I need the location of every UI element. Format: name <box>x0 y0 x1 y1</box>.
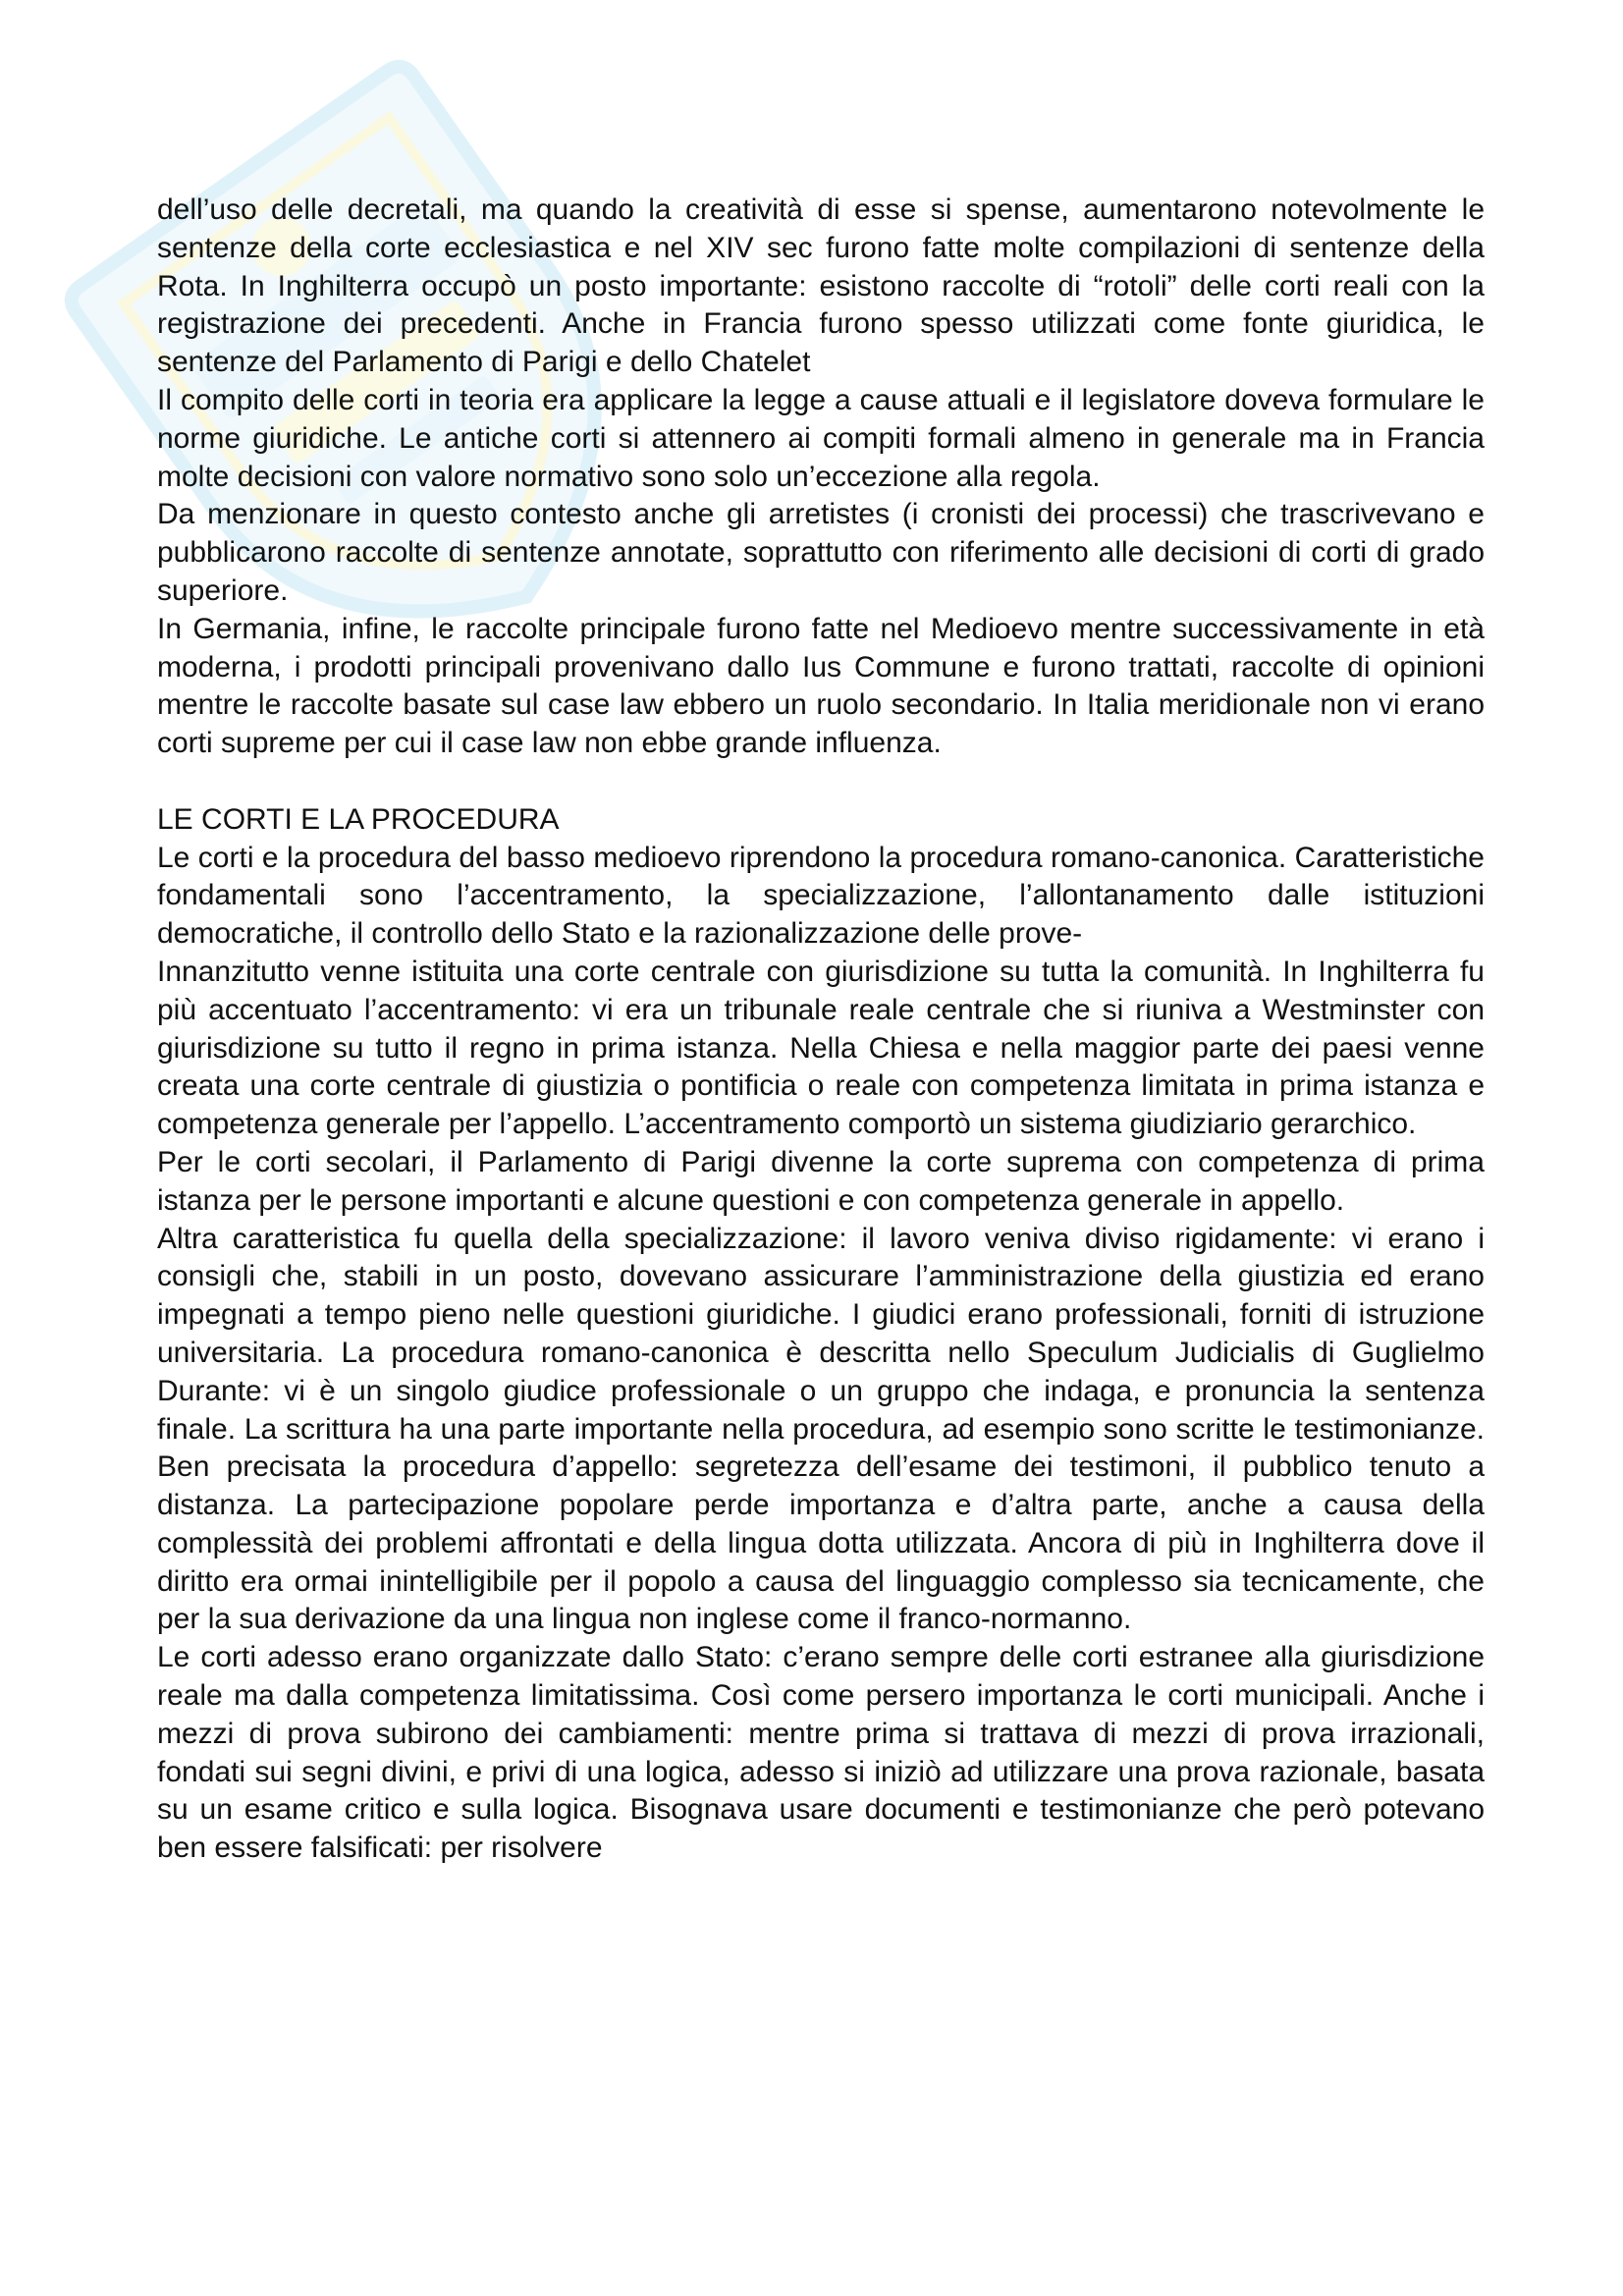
paragraph-specializzazione: Altra caratteristica fu quella della specializzazione: il lavoro veniva diviso rigidamente: vi erano i consigli che, stabili in un posto, dovevano assicurare l’amministrazione della giustizia ed erano impegnati a tempo pieno nelle questioni giuridiche. I giudici erano professionali, forniti di istruzione universitaria. La procedura romano-canonica è descritta nello Speculum Judicialis di Guglielmo Durante: vi è un singolo giudice professionale o un gruppo che indaga, e pronuncia la sentenza finale. La scrittura ha una parte importante nella procedura, ad esempio sono scritte le testimonianze. Ben precisata la procedura d’appello: segretezza dell’esame dei testimoni, il pubblico tenuto a distanza. La partecipazione popolare perde importanza e d’altra parte, anche a causa della complessità dei problemi affrontati e della lingua dotta utilizzata. Ancora di più in Inghilterra dove il diritto era ormai inintelligibile per il popolo a causa del linguaggio complesso sia tecnicamente, che per la sua derivazione da una lingua non inglese come il franco-normanno. <box>157 1222 1485 1636</box>
section-heading: LE CORTI E LA PROCEDURA <box>157 802 560 836</box>
paragraph-corti-secolari: Per le corti secolari, il Parlamento di Parigi divenne la corte suprema con competenza di prima istanza per le persone importanti e alcune questioni e con competenza generale in appello. <box>157 1145 1485 1217</box>
paragraph-procedura-intro: Le corti e la procedura del basso medioevo riprendono la procedura romano-canonica. Caratteristiche fondamentali sono l’accentramento, la specializzazione, l’allontanamento dalle istituzioni democratiche, il controllo dello Stato e la razionalizzazione delle prove- <box>157 841 1485 951</box>
document-page <box>157 191 1485 1868</box>
paragraph-arretistes: Da menzionare in questo contesto anche gli arretistes (i cronisti dei processi) che trascrivevano e pubblicarono raccolte di sentenze annotate, soprattutto con riferimento alle decisioni di corti di grado superiore. <box>157 498 1485 607</box>
paragraph-decretali: dell’uso delle decretali, ma quando la creatività di esse si spense, aumentarono notevolmente le sentenze della corte ecclesiastica e nel XIV sec furono fatte molte compilazioni di sentenze della Rota. In Inghilterra occupò un posto importante: esistono raccolte di “rotoli” delle corti reali con la registrazione dei precedenti. Anche in Francia furono spesso utilizzati come fonte giuridica, le sentenze del Parlamento di Parigi e dello Chatelet <box>157 193 1485 379</box>
paragraph-accentramento: Innanzitutto venne istituita una corte centrale con giurisdizione su tutta la comunità. In Inghilterra fu più accentuato l’accentramento: vi era un tribunale reale centrale che si riuniva a Westminster con giurisdizione su tutto il regno in prima istanza. Nella Chiesa e nella maggior parte dei paesi venne creata una corte centrale di giustizia o pontificia o reale con competenza limitata in prima istanza e competenza generale per l’appello. L’accentramento comportò un sistema giudiziario gerarchico. <box>157 955 1485 1141</box>
paragraph-compito-corti: Il compito delle corti in teoria era applicare la legge a cause attuali e il legislatore doveva formulare le norme giuridiche. Le antiche corti si attennero ai compiti formali almeno in generale ma in Francia molte decisioni con valore normativo sono solo un’eccezione alla regola. <box>157 383 1485 493</box>
paragraph-germania: In Germania, infine, le raccolte principale furono fatte nel Medioevo mentre successivamente in età moderna, i prodotti principali provenivano dallo Ius Commune e furono trattati, raccolte di opinioni mentre le raccolte basate sul case law ebbero un ruolo secondario. In Italia meridionale non vi erano corti supreme per cui il case law non ebbe grande influenza. <box>157 612 1485 760</box>
paragraph-corti-stato: Le corti adesso erano organizzate dallo Stato: c’erano sempre delle corti estranee alla giurisdizione reale ma dalla competenza limitatissima. Così come persero importanza le corti municipali. Anche i mezzi di prova subirono dei cambiamenti: mentre prima si trattava di mezzi di prova irrazionali, fondati sui segni divini, e privi di una logica, adesso si iniziò ad utilizzare una prova razionale, basata su un esame critico e sulla logica. Bisognava usare documenti e testimonianze che però potevano ben essere falsificati: per risolvere <box>157 1641 1485 1865</box>
